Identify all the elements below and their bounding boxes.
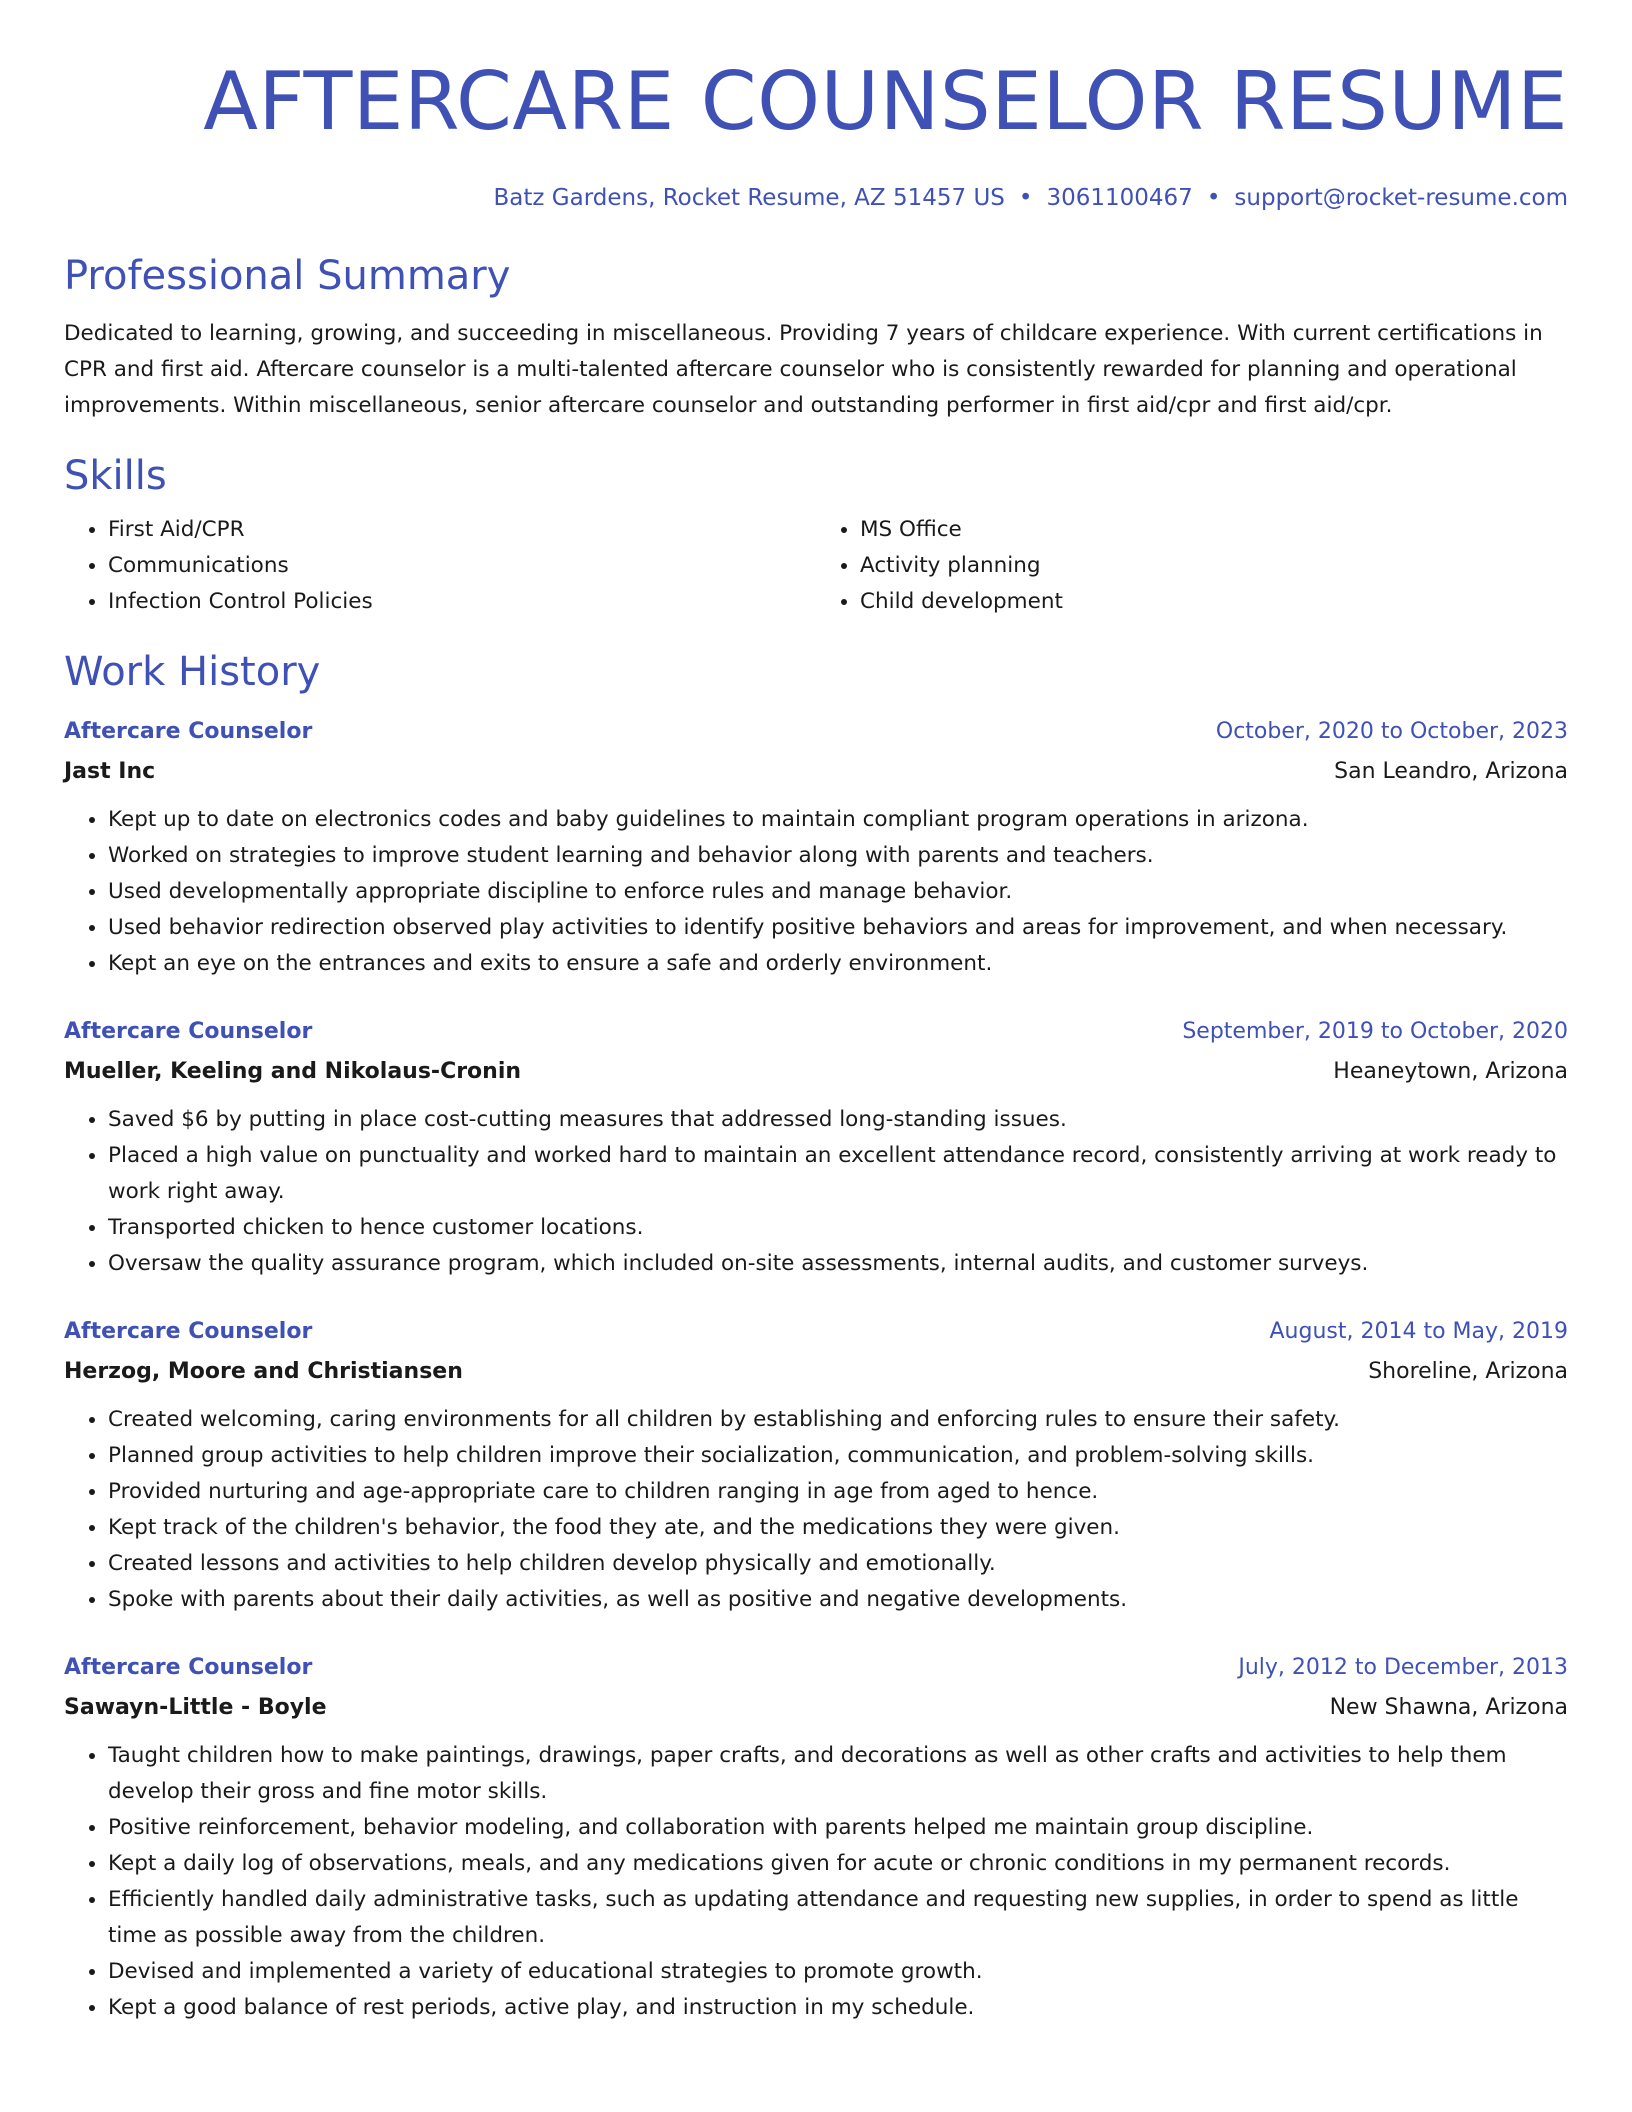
job-header-row <box>64 1648 1568 1688</box>
job-title: Aftercare Counselor <box>64 1019 313 1044</box>
job-dates: August, 2014 to May, 2019 <box>1269 1319 1568 1344</box>
company-name: Sawayn-Little - Boyle <box>64 1695 327 1720</box>
job-dates: October, 2020 to October, 2023 <box>1215 719 1568 744</box>
job-bullets <box>64 802 1568 982</box>
skill-item: • Child development <box>860 584 1568 620</box>
job-bullet: • Efficiently handled daily administrative tasks, such as updating attendance and requesting new supplies, in order to spend as little time as possible away from the children. <box>108 1882 1568 1954</box>
job-location: New Shawna, Arizona <box>1329 1695 1568 1720</box>
email-link[interactable]: support@rocket-resume.com <box>1234 185 1568 211</box>
job-location: Heaneytown, Arizona <box>1333 1059 1568 1084</box>
skills-column-right <box>816 512 1568 620</box>
skill-item: • Communications <box>108 548 816 584</box>
job-bullet: • Transported chicken to hence customer locations. <box>108 1210 1568 1246</box>
job-header-row <box>64 1312 1568 1352</box>
skills-column-left <box>64 512 816 620</box>
job-bullet: • Created lessons and activities to help children develop physically and emotionally. <box>108 1546 1568 1582</box>
job-bullets <box>64 1102 1568 1282</box>
job-bullet: • Created welcoming, caring environments for all children by establishing and enforcing rules to ensure their safety. <box>108 1402 1568 1438</box>
job-entry <box>64 1648 1568 2026</box>
skill-item: • Activity planning <box>860 548 1568 584</box>
address-text: Batz Gardens, Rocket Resume, AZ 51457 US <box>493 185 1005 211</box>
job-bullet: • Placed a high value on punctuality and worked hard to maintain an excellent attendance record, consistently arriving at work ready to work right away. <box>108 1138 1568 1210</box>
job-bullet: • Taught children how to make paintings, drawings, paper crafts, and decorations as well as other crafts and activities to help them develop their gross and fine motor skills. <box>108 1738 1568 1810</box>
job-entry <box>64 1312 1568 1618</box>
bullet-separator: • <box>1018 185 1033 211</box>
section-title-summary: Professional Summary <box>64 253 511 299</box>
job-company-row <box>64 1688 1568 1728</box>
job-company-row <box>64 752 1568 792</box>
job-title: Aftercare Counselor <box>64 1319 313 1344</box>
job-title: Aftercare Counselor <box>64 719 313 744</box>
section-title-skills: Skills <box>64 453 167 499</box>
job-location: Shoreline, Arizona <box>1368 1359 1568 1384</box>
job-bullet: • Spoke with parents about their daily activities, as well as positive and negative developments. <box>108 1582 1568 1618</box>
job-bullets <box>64 1402 1568 1618</box>
job-location: San Leandro, Arizona <box>1334 759 1568 784</box>
bullet-separator: • <box>1206 185 1221 211</box>
resume-title: AFTERCARE COUNSELOR RESUME <box>203 55 1568 148</box>
job-bullet: • Saved $6 by putting in place cost-cutting measures that addressed long-standing issues. <box>108 1102 1568 1138</box>
job-header-row <box>64 1012 1568 1052</box>
skill-item: • MS Office <box>860 512 1568 548</box>
job-bullet: • Kept an eye on the entrances and exits to ensure a safe and orderly environment. <box>108 946 1568 982</box>
job-entry <box>64 1012 1568 1282</box>
job-company-row <box>64 1052 1568 1092</box>
job-bullet: • Kept track of the children's behavior, the food they ate, and the medications they were given. <box>108 1510 1568 1546</box>
company-name: Jast Inc <box>64 759 156 784</box>
company-name: Mueller, Keeling and Nikolaus-Cronin <box>64 1059 522 1084</box>
skill-item: • First Aid/CPR <box>108 512 816 548</box>
job-bullet: • Oversaw the quality assurance program, which included on-site assessments, internal audits, and customer surveys. <box>108 1246 1568 1282</box>
phone-text: 3061100467 <box>1046 185 1193 211</box>
contact-line <box>64 182 1568 214</box>
skill-item: • Infection Control Policies <box>108 584 816 620</box>
job-dates: July, 2012 to December, 2013 <box>1238 1655 1568 1680</box>
job-bullet: • Positive reinforcement, behavior modeling, and collaboration with parents helped me maintain group discipline. <box>108 1810 1568 1846</box>
job-bullets <box>64 1738 1568 2026</box>
job-entry <box>64 712 1568 982</box>
job-title: Aftercare Counselor <box>64 1655 313 1680</box>
section-title-work-history: Work History <box>64 649 321 695</box>
job-header-row <box>64 712 1568 752</box>
job-bullet: • Kept a daily log of observations, meals, and any medications given for acute or chronic conditions in my permanent records. <box>108 1846 1568 1882</box>
job-bullet: • Kept a good balance of rest periods, active play, and instruction in my schedule. <box>108 1990 1568 2026</box>
job-bullet: • Used developmentally appropriate discipline to enforce rules and manage behavior. <box>108 874 1568 910</box>
company-name: Herzog, Moore and Christiansen <box>64 1359 463 1384</box>
job-bullet: • Provided nurturing and age-appropriate care to children ranging in age from aged to hence. <box>108 1474 1568 1510</box>
job-bullet: • Kept up to date on electronics codes and baby guidelines to maintain compliant program operations in arizona. <box>108 802 1568 838</box>
job-dates: September, 2019 to October, 2020 <box>1182 1019 1568 1044</box>
skills-list <box>64 512 1568 620</box>
job-bullet: • Planned group activities to help children improve their socialization, communication, and problem-solving skills. <box>108 1438 1568 1474</box>
job-bullet: • Used behavior redirection observed play activities to identify positive behaviors and areas for improvement, and when necessary. <box>108 910 1568 946</box>
summary-text: Dedicated to learning, growing, and succeeding in miscellaneous. Providing 7 years of childcare experience. With current certifications in CPR and first aid. Aftercare counselor is a multi-talented aftercare counselor who is consistently rewarded for planning and operational improvements. Within miscellaneous, senior aftercare counselor and outstanding performer in first aid/cpr and first aid/cpr. <box>64 321 1543 418</box>
job-bullet: • Worked on strategies to improve student learning and behavior along with parents and teachers. <box>108 838 1568 874</box>
job-bullet: • Devised and implemented a variety of educational strategies to promote growth. <box>108 1954 1568 1990</box>
job-company-row <box>64 1352 1568 1392</box>
